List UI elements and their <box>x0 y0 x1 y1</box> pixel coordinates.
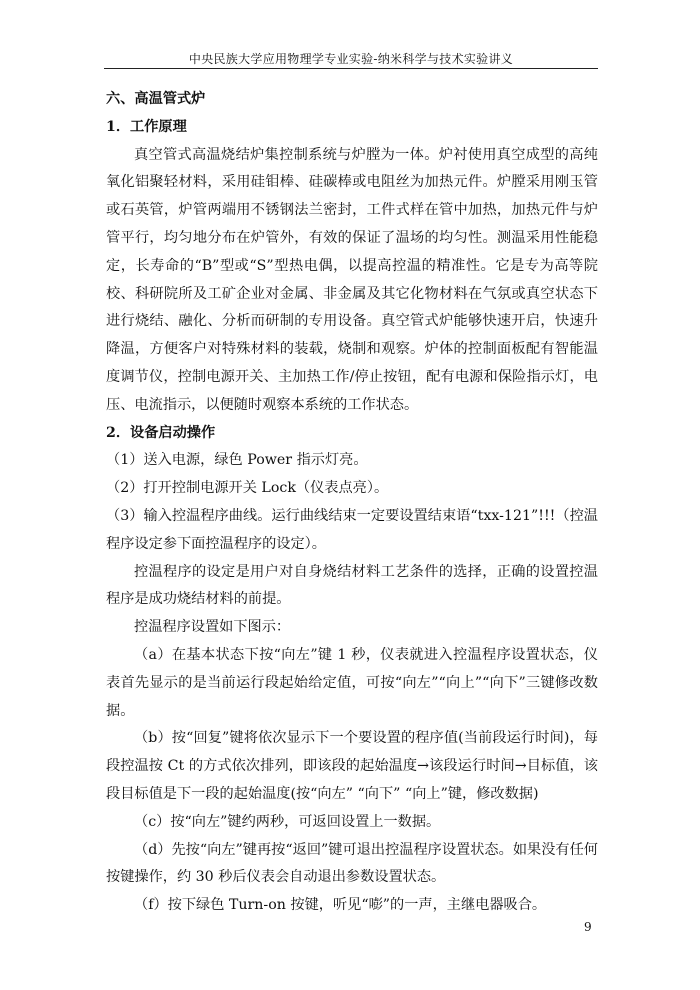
subsection-title-working-principle: 1．工作原理 <box>106 118 187 135</box>
program-item-c: （c）按“向左”键约两秒，可返回设置上一数据。 <box>134 813 441 830</box>
section-title: 六、高温管式炉 <box>106 91 206 107</box>
header-divider <box>104 68 598 69</box>
program-item-d: （d）先按“向左”键再按“返回”键可退出控温程序设置状态。如果没有任何按键操作，约 30 秒后仪表会自动退出参数设置状态。 <box>106 841 598 886</box>
working-principle-paragraph: 真空管式高温烧结炉集控制系统与炉膛为一体。炉衬使用真空成型的高纯氧化铝聚轻材料，采用硅钼棒、硅碳棒或电阻丝为加热元件。炉膛采用刚玉管或石英管，炉管两端用不锈钢法兰密封，工件式样在管中加热，加热元件与炉管平行，均匀地分布在炉管外，有效的保证了温场的均匀性。测温采用性能稳定，长寿命的“B”型或“S”型热电偶，以提高控温的精准性。它是专为高等院校、科研院所及工矿企业对金属、非金属及其它化物材料在气氛或真空状态下进行烧结、融化、分析而研制的专用设备。真空管式炉能够快速开启，快速升降温，方便客户对特殊材料的装载，烧制和观察。炉体的控制面板配有智能温度调节仪，控制电源开关、主加热工作/停止按钮，配有电源和保险指示灯，电压、电流指示，以便随时观察本系统的工作状态。 <box>106 146 598 413</box>
program-item-b: （b）按“回复”键将依次显示下一个要设置的程序值(当前段运行时间)，每段控温按 Ct 的方式依次排列，即该段的起始温度→该段运行时间→目标值，该段目标值是下一段的起始温度(按“向左” “向下” “向上”键，修改数据) <box>106 730 598 802</box>
running-header: 中央民族大学应用物理学专业实验-纳米科学与技术实验讲义 <box>188 52 514 66</box>
program-setup-paragraph: 控温程序设置如下图示： <box>134 619 291 636</box>
startup-step-3: （3）输入控温程序曲线。运行曲线结束一定要设置结束语“txx-121”!!!（控温程序设定参下面控温程序的设定）。 <box>106 507 598 552</box>
program-item-f: （f）按下绿色 Turn-on 按键，听见“嘭”的一声，主继电器吸合。 <box>134 897 547 914</box>
page-body <box>106 86 598 920</box>
startup-step-2: （2）打开控制电源开关 Lock（仪表点亮）。 <box>106 480 389 497</box>
startup-step-1: （1）送入电源，绿色 Power 指示灯亮。 <box>106 452 368 469</box>
program-item-a: （a）在基本状态下按“向左”键 1 秒，仪表就进入控温程序设置状态，仪表首先显示的是当前运行段起始给定值，可按“向左”“向上”“向下”三键修改数据。 <box>106 646 598 719</box>
subsection-title-startup: 2．设备启动操作 <box>106 424 216 441</box>
page-number: 9 <box>584 920 592 934</box>
program-intro-paragraph: 控温程序的设定是用户对自身烧结材料工艺条件的选择，正确的设置控温程序是成功烧结材料的前提。 <box>106 563 598 608</box>
